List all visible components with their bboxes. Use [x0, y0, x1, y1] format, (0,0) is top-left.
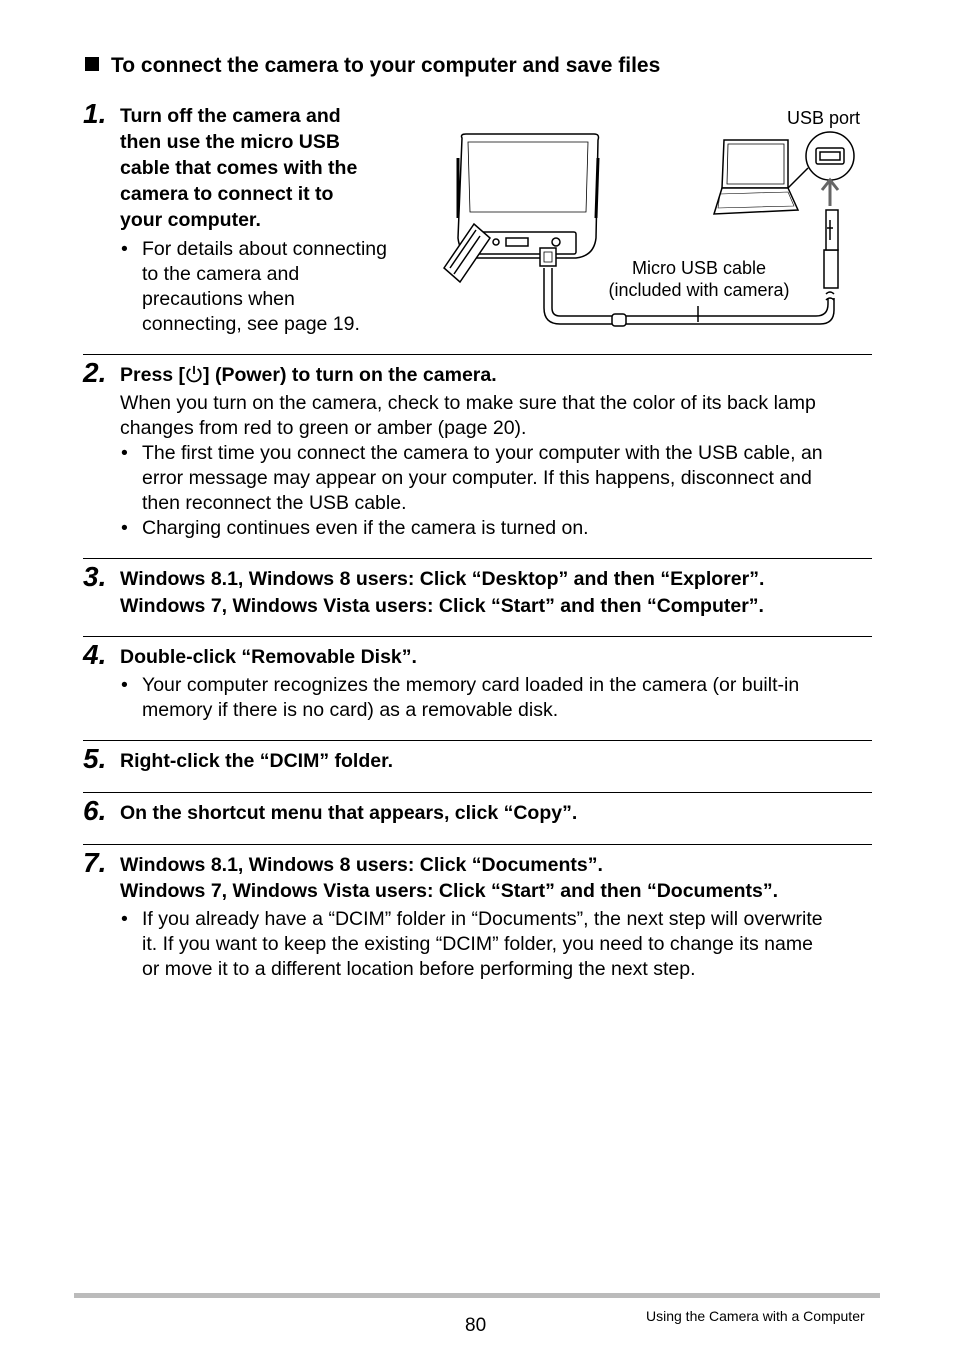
divider	[83, 844, 872, 845]
cable-label: Micro USB cable (included with camera)	[608, 258, 790, 300]
step-4-title: Double-click “Removable Disk”.	[120, 646, 417, 668]
step-1-bullet: • For details about connecting to the camera and precautions when connecting, see page 19.	[121, 238, 387, 335]
page-number: 80	[465, 1315, 487, 1336]
step-5-number: 5.	[83, 743, 107, 774]
step-7-title: Windows 8.1, Windows 8 users: Click “Documents”. Windows 7, Windows Vista users: Click “Start” and then “Documents”.	[120, 854, 779, 902]
step-7-number: 7.	[83, 847, 107, 878]
divider	[83, 636, 872, 637]
usb-port-callout	[788, 132, 854, 206]
step-2-bullet-1: • The first time you connect the camera to your computer with the USB cable, an error message may appear on your computer. If this happens, disconnect and then reconnect the USB cable.	[121, 442, 823, 514]
power-icon	[185, 365, 203, 383]
step-1-number: 1.	[83, 98, 107, 129]
connection-illustration	[436, 128, 872, 330]
step-4-bullet: • Your computer recognizes the memory card loaded in the camera (or built-in memory if there is no card) as a removable disk.	[121, 674, 800, 721]
section-heading	[85, 54, 660, 78]
footer-section-title: Using the Camera with a Computer	[646, 1308, 865, 1324]
section-heading-text: To connect the camera to your computer and save files	[111, 54, 661, 77]
step-6-title: On the shortcut menu that appears, click “Copy”.	[120, 802, 578, 824]
step-2-title: Press [ ] (Power) to turn on the camera.	[120, 364, 497, 386]
divider	[83, 740, 872, 741]
step-6-number: 6.	[83, 795, 107, 826]
divider	[83, 792, 872, 793]
divider	[83, 558, 872, 559]
step-4-number: 4.	[83, 639, 107, 670]
step-2-bullet-2: • Charging continues even if the camera is turned on.	[121, 517, 589, 539]
step-2-number: 2.	[83, 357, 107, 388]
laptop-illustration	[714, 140, 798, 214]
step-7-bullet: • If you already have a “DCIM” folder in “Documents”, the next step will overwrite it. If you want to keep the existing “DCIM” folder, you need to change its name or move it to a different location before performing the next step.	[121, 908, 823, 980]
square-bullet-icon	[85, 57, 99, 71]
step-3-number: 3.	[83, 561, 107, 592]
step-1-title: Turn off the camera and then use the micro USB cable that comes with the camera to connect it to your computer.	[120, 105, 358, 231]
step-2-body: When you turn on the camera, check to make sure that the color of its back lamp changes from red to green or amber (page 20).	[120, 392, 816, 439]
step-5-title: Right-click the “DCIM” folder.	[120, 750, 394, 772]
step-3-title: Windows 8.1, Windows 8 users: Click “Desktop” and then “Explorer”. Windows 7, Windows Vista users: Click “Start” and then “Computer”.	[120, 568, 765, 617]
footer-bar	[74, 1293, 880, 1298]
camera-illustration	[444, 134, 599, 282]
divider	[83, 354, 872, 355]
usb-port-label: USB port	[787, 108, 861, 128]
